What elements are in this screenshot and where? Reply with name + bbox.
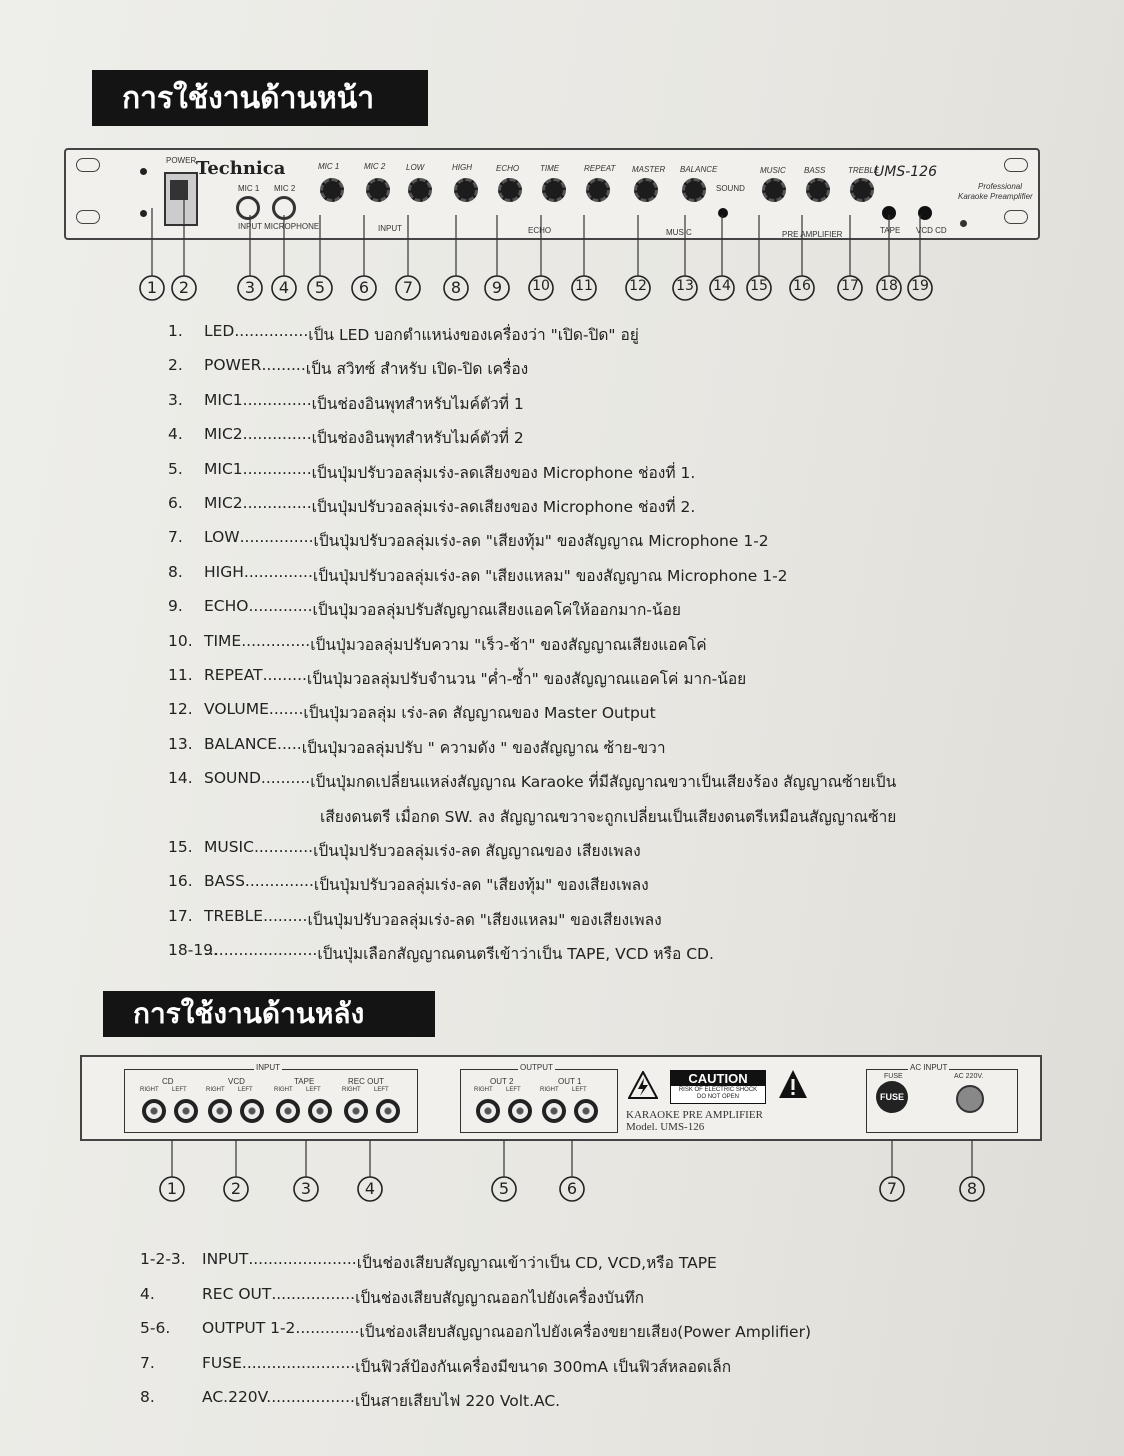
list-item xyxy=(168,528,769,553)
channel-label: RIGHT xyxy=(140,1087,159,1093)
item-number: 10. xyxy=(168,631,193,650)
brand-logo: Technica xyxy=(196,158,286,179)
rca-jack[interactable] xyxy=(174,1099,198,1123)
group-label-echo: ECHO xyxy=(528,226,552,235)
ac-input-title: AC INPUT xyxy=(910,1063,948,1072)
callout-number: 19 xyxy=(911,278,929,294)
callout-number: 1 xyxy=(146,278,158,297)
output-title: OUTPUT xyxy=(520,1063,553,1072)
list-item xyxy=(168,769,896,794)
item-dots: ......... xyxy=(261,356,306,375)
list-item xyxy=(140,1319,811,1344)
item-dots: ............. xyxy=(295,1319,360,1337)
knob-label: MASTER xyxy=(632,164,666,174)
list-item xyxy=(168,872,649,897)
knob-label: REPEAT xyxy=(584,164,616,174)
item-dots: ............... xyxy=(234,322,309,340)
channel-label: LEFT xyxy=(572,1087,587,1093)
caution-box xyxy=(670,1070,766,1104)
product-line-1: Professional xyxy=(978,182,1023,191)
knob-label: ECHO xyxy=(496,163,520,173)
item-dots: ......... xyxy=(262,666,307,684)
item-label: MUSIC xyxy=(204,838,254,856)
channel-label: RIGHT xyxy=(206,1087,225,1093)
item-description: เป็นปุ่มวอลลุ่มปรับความ "เร็ว-ช้า" ของสัญญาณเสียงแอคโค่ xyxy=(310,635,707,654)
product-line-2: Karaoke Preamplifier xyxy=(958,192,1033,201)
item-description: เป็นช่องเสียบสัญญาณออกไปยังเครื่องบันทึก xyxy=(355,1288,645,1307)
knob-label: TIME xyxy=(540,164,560,173)
item-dots: ............... xyxy=(239,528,314,547)
callout-number: 5 xyxy=(498,1179,510,1198)
rca-output-jack[interactable] xyxy=(476,1099,500,1123)
item-description: เป็นปุ่มปรับวอลลุ่มเร่ง-ลดเสียงของ Microphone ช่องที่ 2. xyxy=(311,498,696,516)
item-number: 4. xyxy=(168,425,183,444)
output-group-label: OUT 2 xyxy=(490,1077,514,1086)
item-label: POWER xyxy=(204,356,262,375)
channel-label: LEFT xyxy=(238,1087,253,1093)
item-number: 18-19. xyxy=(168,941,218,960)
list-item xyxy=(140,1388,560,1413)
item-number: 1-2-3. xyxy=(140,1250,186,1268)
vcd-cd-label: VCD CD xyxy=(916,226,947,235)
group-label-input: INPUT xyxy=(378,224,402,233)
rca-jack[interactable] xyxy=(276,1099,300,1123)
callout-number: 15 xyxy=(750,278,768,294)
caution-line-2: DO NOT OPEN xyxy=(697,1094,739,1100)
channel-label: RIGHT xyxy=(540,1087,559,1093)
callout-number: 18 xyxy=(880,278,898,294)
rca-jack[interactable] xyxy=(376,1099,400,1123)
item-label: LOW xyxy=(204,528,240,547)
item-description: เป็นปุ่มปรับวอลลุ่มเร่ง-ลด "เสียงทุ้ม" ของเสียงเพลง xyxy=(313,876,649,895)
input-group-label: CD xyxy=(162,1077,174,1086)
model-name: UMS-126 xyxy=(874,164,937,180)
front-callout-lines xyxy=(0,0,1124,310)
group-label-music: MUSIC xyxy=(666,228,692,237)
item-number: 1. xyxy=(168,322,183,340)
item-number: 5. xyxy=(168,459,183,478)
callout-number: 9 xyxy=(491,278,503,297)
item-label: LED xyxy=(204,322,235,340)
item-label: MIC2 xyxy=(204,494,243,512)
callout-number: 5 xyxy=(314,278,326,297)
item-description: เป็นช่องเสียบสัญญาณเข้าว่าเป็น CD, VCD,หรือ TAPE xyxy=(356,1254,717,1272)
list-item xyxy=(140,1354,731,1379)
item-description: เป็นปุ่มปรับวอลลุ่มเร่ง-ลด "เสียงแหลม" ของสัญญาณ Microphone 1-2 xyxy=(312,566,788,585)
item-label: AC.220V. xyxy=(202,1388,272,1406)
power-label: POWER xyxy=(166,156,197,165)
item-number: 16. xyxy=(168,872,193,891)
item-label: VOLUME xyxy=(204,700,269,719)
item-description: เป็นปุ่มเลือกสัญญาณดนตรีเข้าว่าเป็น TAPE, VCD หรือ CD. xyxy=(317,945,714,964)
item-label: BALANCE xyxy=(204,734,278,753)
knob-label: MUSIC xyxy=(760,165,786,175)
output-group-label: OUT 1 xyxy=(558,1077,582,1086)
warning-bolt-icon xyxy=(628,1071,658,1099)
list-item xyxy=(168,597,681,622)
fuse-label: FUSE xyxy=(884,1073,903,1080)
item-description: เป็นปุ่มปรับวอลลุ่มเร่ง-ลด "เสียงทุ้ม" ของสัญญาณ Microphone 1-2 xyxy=(313,532,769,551)
item-dots: ...................... xyxy=(248,1250,357,1268)
item-description: เป็นปุ่มปรับวอลลุ่มเร่ง-ลดเสียงของ Microphone ช่องที่ 1. xyxy=(311,463,696,482)
item-description: เป็นช่องอินพุทสำหรับไมค์ตัวที่ 2 xyxy=(311,429,524,448)
list-item xyxy=(168,356,528,381)
item-number: 5-6. xyxy=(140,1319,171,1337)
item-number: 17. xyxy=(168,906,193,925)
item-label: ECHO xyxy=(204,597,249,616)
item-dots: .......... xyxy=(260,769,311,788)
item-label: OUTPUT 1-2 xyxy=(202,1319,296,1337)
list-item xyxy=(168,804,896,829)
item-dots: .............. xyxy=(242,390,312,409)
rca-jack[interactable] xyxy=(308,1099,332,1123)
list-item xyxy=(168,700,656,725)
channel-label: LEFT xyxy=(306,1087,321,1093)
item-dots: ......... xyxy=(263,906,308,925)
item-number: 3. xyxy=(168,390,183,409)
item-dots: .............. xyxy=(243,562,313,581)
item-dots: .............. xyxy=(244,872,314,891)
item-description: เป็นปุ่มปรับวอลลุ่มเร่ง-ลด "เสียงแหลม" ของเสียงเพลง xyxy=(307,910,662,929)
list-item xyxy=(140,1250,717,1275)
list-item xyxy=(168,632,707,657)
callout-number: 3 xyxy=(300,1179,312,1198)
list-item xyxy=(168,322,639,347)
item-number: 12. xyxy=(168,700,193,719)
item-number: 8. xyxy=(168,562,183,581)
item-dots: .............. xyxy=(242,494,312,512)
item-label: SOUND xyxy=(204,769,261,788)
item-number: 14. xyxy=(168,769,193,788)
item-label: BASS xyxy=(204,872,245,891)
item-dots: ....................... xyxy=(204,941,318,960)
channel-label: LEFT xyxy=(172,1087,187,1093)
item-description: เป็นปุ่มวอลลุ่มปรับจำนวน "ค่ำ-ซ้ำ" ของสัญญาณแอคโค่ มาก-น้อย xyxy=(306,670,747,688)
jack-label-mic2: MIC 2 xyxy=(274,184,296,193)
front-section-heading: การใช้งานด้านหน้า xyxy=(92,70,428,126)
callout-number: 2 xyxy=(230,1179,242,1198)
item-number: 11. xyxy=(168,666,193,684)
rear-panel-diagram xyxy=(80,1055,1042,1141)
item-dots: ............. xyxy=(248,597,313,616)
group-label-preamp: PRE AMPLIFIER xyxy=(782,230,843,239)
item-dots: ................. xyxy=(271,1388,355,1406)
knob-label: HIGH xyxy=(452,163,472,173)
item-label: REPEAT xyxy=(204,666,263,684)
callout-number: 6 xyxy=(566,1179,578,1198)
item-label: MIC2 xyxy=(204,425,243,444)
callout-number: 1 xyxy=(166,1179,178,1198)
item-description: เป็น สวิทซ์ สำหรับ เปิด-ปิด เครื่อง xyxy=(305,360,529,379)
rca-output-jack[interactable] xyxy=(574,1099,598,1123)
group-label-input-mic: INPUT MICROPHONE xyxy=(238,222,320,231)
item-description: เป็นปุ่มกดเปลี่ยนแหล่งสัญญาณ Karaoke ที่มีสัญญาณขวาเป็นเสียงร้อง สัญญาณซ้ายเป็น xyxy=(310,773,897,792)
knob-label: BALANCE xyxy=(680,165,718,175)
item-number: 15. xyxy=(168,838,193,856)
knob-label: MIC 2 xyxy=(364,162,386,172)
rca-output-jack[interactable] xyxy=(542,1099,566,1123)
callout-number: 17 xyxy=(841,278,859,294)
input-group-label: TAPE xyxy=(294,1077,315,1086)
item-description: เป็นปุ่มปรับวอลลุ่มเร่ง-ลด สัญญาณของ เสียงเพลง xyxy=(313,842,641,860)
callout-number: 4 xyxy=(364,1179,376,1198)
list-item xyxy=(168,391,524,416)
list-item xyxy=(168,666,746,691)
callout-number: 16 xyxy=(793,278,811,294)
item-number: 7. xyxy=(140,1353,155,1372)
knob-label: LOW xyxy=(406,162,425,172)
item-number: 8. xyxy=(140,1388,155,1406)
fuse-button-label: FUSE xyxy=(879,1092,904,1102)
rca-output-jack[interactable] xyxy=(508,1099,532,1123)
list-item xyxy=(168,735,666,760)
item-description: เป็นปุ่มวอลลุ่ม เร่ง-ลด สัญญาณของ Master Output xyxy=(303,704,656,723)
rca-jack[interactable] xyxy=(344,1099,368,1123)
jack-label-mic1: MIC 1 xyxy=(238,184,260,193)
knob-label: TREBLE xyxy=(848,166,880,176)
list-item xyxy=(168,563,788,588)
callout-number: 14 xyxy=(713,278,731,294)
model-number: Model. UMS-126 xyxy=(626,1121,705,1133)
rca-jack[interactable] xyxy=(208,1099,232,1123)
list-item xyxy=(168,460,695,485)
item-description: เป็นปุ่มวอลลุ่มปรับสัญญาณเสียงแอคโค่ให้ออกมาก-น้อย xyxy=(312,601,681,620)
item-dots: ....... xyxy=(268,700,304,719)
item-description: เป็น LED บอกตำแหน่งของเครื่องว่า "เปิด-ปิด" อยู่ xyxy=(308,326,639,344)
item-dots: ................. xyxy=(271,1284,356,1303)
callout-number: 13 xyxy=(676,278,694,294)
item-description: เป็นปุ่มวอลลุ่มปรับ " ความดัง " ของสัญญาณ ซ้าย-ขวา xyxy=(301,738,666,757)
rear-section-heading: การใช้งานด้านหลัง xyxy=(103,991,435,1037)
item-number: 7. xyxy=(168,528,183,547)
item-description: เสียงดนตรี เมื่อกด SW. ลง สัญญาณขวาจะถูกเปลี่ยนเป็นเสียงดนตรีเหมือนสัญญาณซ้าย xyxy=(320,807,897,826)
item-label: MIC1 xyxy=(204,390,243,409)
item-dots: ....................... xyxy=(241,1353,356,1372)
list-item xyxy=(168,425,524,450)
input-title: INPUT xyxy=(256,1063,280,1072)
item-number: 6. xyxy=(168,494,183,512)
callout-number: 3 xyxy=(244,278,256,297)
input-group-label: REC OUT xyxy=(348,1077,384,1086)
channel-label: LEFT xyxy=(506,1087,521,1093)
callout-number: 4 xyxy=(278,278,290,297)
rca-jack[interactable] xyxy=(240,1099,264,1123)
item-number: 4. xyxy=(140,1284,155,1303)
product-name: KARAOKE PRE AMPLIFIER xyxy=(626,1109,763,1121)
rear-callout-lines xyxy=(0,1130,1124,1210)
item-label: TREBLE xyxy=(204,906,264,925)
item-number: 13. xyxy=(168,734,193,753)
item-description: เป็นสายเสียบไฟ 220 Volt.AC. xyxy=(354,1392,561,1410)
channel-label: RIGHT xyxy=(274,1087,293,1093)
callout-number: 7 xyxy=(402,278,414,297)
knob-label: BASS xyxy=(804,166,826,175)
callout-number: 11 xyxy=(575,278,593,294)
caution-title: CAUTION xyxy=(671,1071,765,1086)
item-dots: .............. xyxy=(241,631,311,650)
item-label: FUSE xyxy=(202,1353,242,1372)
item-label: TIME xyxy=(204,631,242,650)
callout-number: 6 xyxy=(358,278,370,297)
callout-number: 12 xyxy=(629,278,647,294)
ac-voltage-label: AC 220V. xyxy=(954,1073,984,1080)
list-item xyxy=(168,907,662,932)
list-item xyxy=(168,941,714,966)
channel-label: RIGHT xyxy=(474,1087,493,1093)
item-description: เป็นช่องอินพุทสำหรับไมค์ตัวที่ 1 xyxy=(311,394,524,413)
item-label: REC OUT xyxy=(202,1284,272,1303)
item-dots: ..... xyxy=(277,734,302,753)
item-description: เป็นฟิวส์ป้องกันเครื่องมีขนาด 300mA เป็นฟิวส์หลอดเล็ก xyxy=(355,1357,732,1376)
item-label: INPUT xyxy=(202,1250,249,1268)
ac-power-inlet[interactable] xyxy=(956,1085,984,1113)
item-label: MIC1 xyxy=(204,459,243,478)
warning-exclamation-icon xyxy=(778,1069,808,1099)
callout-number: 2 xyxy=(178,278,190,297)
caution-line-1: RISK OF ELECTRIC SHOCK xyxy=(678,1087,758,1093)
list-item xyxy=(168,838,641,863)
callout-number: 10 xyxy=(532,278,550,294)
item-number: 9. xyxy=(168,597,183,616)
channel-label: LEFT xyxy=(374,1087,389,1093)
channel-label: RIGHT xyxy=(342,1087,361,1093)
item-description: เป็นช่องเสียบสัญญาณออกไปยังเครื่องขยายเสียง(Power Amplifier) xyxy=(359,1323,811,1341)
item-dots: .............. xyxy=(242,425,312,444)
sound-label: SOUND xyxy=(716,184,745,193)
list-item xyxy=(168,494,695,519)
item-label: HIGH xyxy=(204,562,244,581)
knob-label: MIC 1 xyxy=(318,162,340,171)
callout-number: 8 xyxy=(966,1179,978,1198)
tape-label: TAPE xyxy=(880,226,901,235)
item-dots: ............ xyxy=(253,838,314,856)
callout-number: 7 xyxy=(886,1179,898,1198)
rca-jack[interactable] xyxy=(142,1099,166,1123)
input-group-label: VCD xyxy=(228,1077,245,1086)
list-item xyxy=(140,1285,644,1310)
callout-number: 8 xyxy=(450,278,462,297)
item-number: 2. xyxy=(168,356,183,375)
item-dots: .............. xyxy=(242,459,312,478)
fuse-holder[interactable] xyxy=(876,1081,908,1113)
